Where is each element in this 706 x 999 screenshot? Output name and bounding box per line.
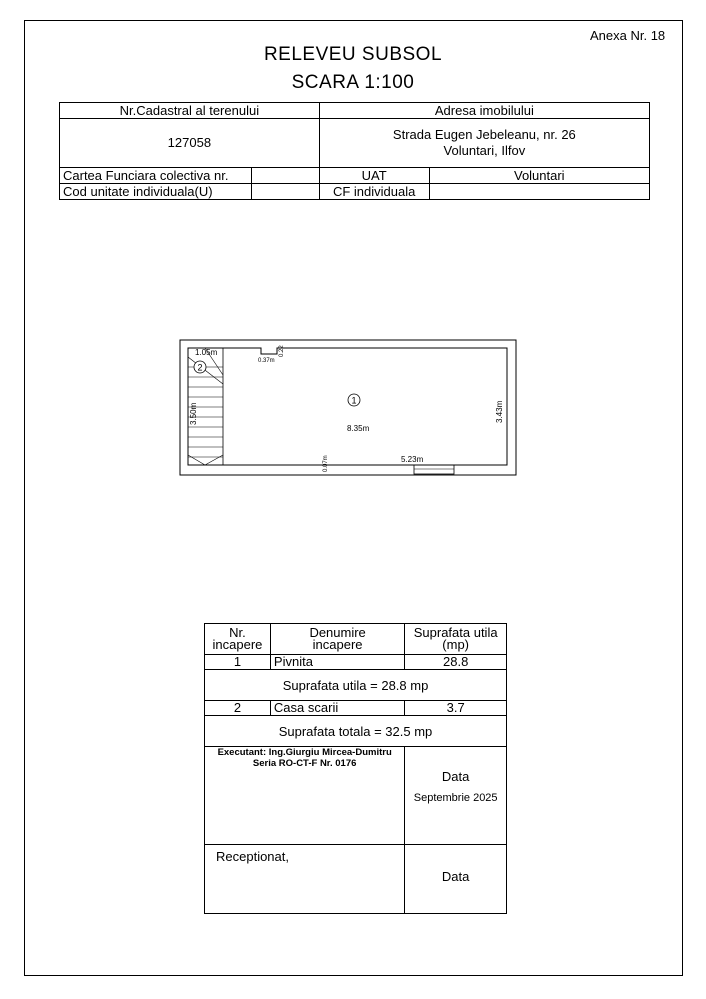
table-row: [205, 655, 507, 670]
col-header-nr-text: Nr. incapere: [212, 625, 263, 652]
received-cell: [205, 845, 405, 914]
floor-plan: [179, 339, 519, 479]
received-label: Receptionat,: [216, 849, 289, 864]
annex-number: Anexa Nr. 18: [590, 28, 666, 43]
plan-window: [414, 465, 454, 474]
dim-right-height: 3.43m: [495, 400, 504, 423]
scale-subtitle: SCARA 1:100: [291, 72, 415, 93]
cadastral-label: Nr.Cadastral al terenului: [60, 103, 320, 119]
col-header-name: [270, 624, 404, 655]
cf-colectiva-label: [60, 168, 320, 184]
cf-colectiva-label-text: Cartea Funciara colectiva nr.: [60, 168, 252, 183]
room-name: Casa scarii: [270, 701, 404, 716]
table-row: [205, 701, 507, 716]
useful-total: Suprafata utila = 28.8 mp: [205, 670, 507, 701]
address-label: Adresa imobilului: [319, 103, 649, 119]
dim-bottom-small: 0.07m: [323, 455, 329, 472]
room1-marker: 1: [351, 395, 357, 406]
col-header-name-text: Denumire incapere: [309, 625, 366, 652]
dim-stair-width: 1.05m: [195, 348, 218, 357]
address-line1: Strada Eugen Jebeleanu, nr. 26: [392, 127, 576, 142]
cadastral-value: 127058: [60, 119, 320, 168]
address-line2: Voluntari, Ilfov: [443, 143, 526, 158]
room-nr: 1: [205, 655, 271, 670]
uat-label: UAT: [319, 168, 429, 184]
grand-total: Suprafata totala = 32.5 mp: [205, 716, 507, 747]
room-nr: 2: [205, 701, 271, 716]
property-info-table: [59, 102, 650, 200]
col-header-nr: [205, 624, 271, 655]
col-header-area-text: Suprafata utila (mp): [413, 625, 498, 652]
cf-individuala-value: [429, 184, 649, 200]
room-area: 3.7: [405, 701, 507, 716]
executant-name: Executant: Ing.Giurgiu Mircea-Dumitru: [217, 747, 392, 758]
date-cell: [405, 747, 507, 845]
room-area: 28.8: [405, 655, 507, 670]
cf-colectiva-value: [252, 168, 319, 183]
executant-cell: [205, 747, 405, 845]
date-label: Data: [441, 769, 470, 784]
executant-serial: Seria RO-CT-F Nr. 0176: [252, 758, 357, 769]
received-date-label: Data: [441, 869, 470, 884]
plan-inner-wall: [188, 348, 507, 465]
cod-unitate-label-text: Cod unitate individuala(U): [60, 184, 252, 199]
col-header-area: [405, 624, 507, 655]
dim-niche-width: 0.37m: [258, 358, 275, 364]
cod-unitate-value: [252, 184, 319, 199]
dim-bottom-length: 5.23m: [401, 455, 424, 464]
cf-individuala-label: CF individuala: [319, 184, 429, 200]
dim-length: 8.35m: [347, 424, 370, 433]
room-name: Pivnita: [270, 655, 404, 670]
date-value: Septembrie 2025: [413, 792, 498, 804]
room2-marker: 2: [197, 362, 203, 373]
dim-niche-depth: 0.22: [279, 345, 285, 357]
rooms-table: [204, 623, 507, 914]
uat-value: Voluntari: [429, 168, 649, 184]
page-title: RELEVEU SUBSOL: [263, 44, 443, 65]
cod-unitate-label: [60, 184, 320, 200]
address-value: [319, 119, 649, 168]
plan-outer-wall: [180, 340, 516, 475]
received-date-cell: [405, 845, 507, 914]
dim-left-height: 3.50m: [189, 402, 198, 425]
